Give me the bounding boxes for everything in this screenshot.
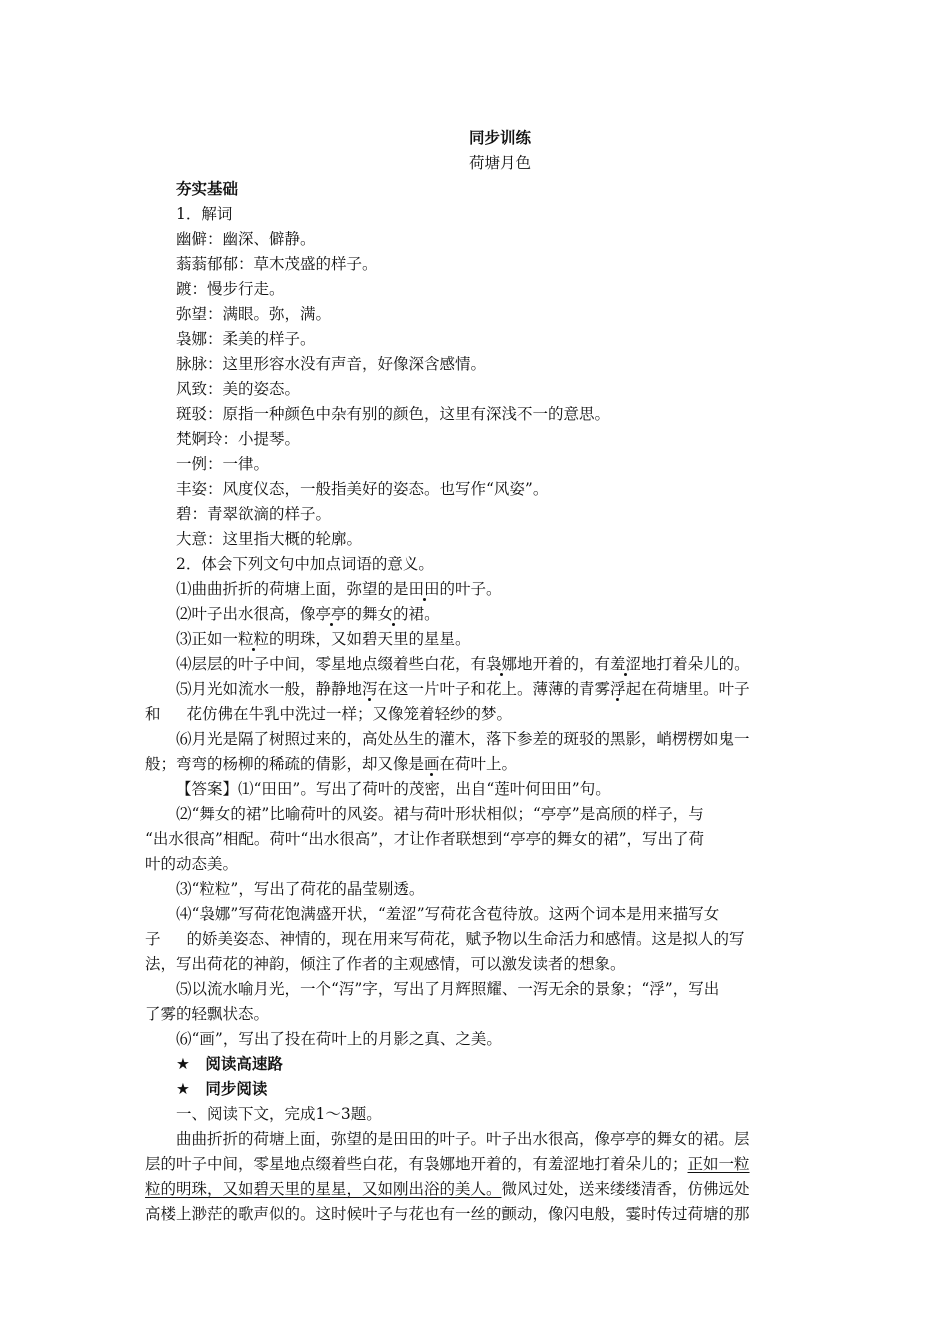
answer-line: ⑷“袅娜”写荷花饱满盛开状，“羞涩”写荷花含苞待放。这两个词本是用来描写女 bbox=[176, 905, 720, 923]
passage-line: 粒的明珠，又如碧天里的星星，又如刚出浴的美人。微风过处，送来缕缕清香，仿佛远处 bbox=[145, 1180, 750, 1198]
glossary-item: 碧：青翠欲滴的样子。 bbox=[176, 505, 332, 523]
answer-line: “出水很高”相配。荷叶“出水很高”，才让作者联想到“亭亭的舞女的裙”，写出了荷 bbox=[145, 830, 705, 848]
sentence-1: ⑴曲曲折折的荷塘上面，弥望的是田田的叶子。 bbox=[176, 580, 502, 598]
answer-line: ⑸以流水喻月光，一个“泻”字，写出了月辉照耀、一泻无余的景象；“浮”，写出 bbox=[176, 980, 720, 998]
glossary-item: 弥望：满眼。弥，满。 bbox=[176, 305, 332, 323]
answer-line: ⑶“粒粒”，写出了荷花的晶莹剔透。 bbox=[176, 880, 425, 898]
underlined-text: 粒的明珠，又如碧天里的星星，又如刚出浴的美人。 bbox=[145, 1180, 502, 1198]
dotted-word: 亭亭 bbox=[315, 605, 347, 623]
reading-instruction: 一、阅读下文，完成1～3题。 bbox=[176, 1105, 382, 1123]
answer-line: 叶的动态美。 bbox=[145, 855, 239, 873]
glossary-item: 丰姿：风度仪态，一般指美好的姿态。也写作“风姿”。 bbox=[176, 480, 549, 498]
dotted-word: 浮 bbox=[610, 680, 626, 698]
glossary-item: 袅娜：柔美的样子。 bbox=[176, 330, 316, 348]
sentence-4: ⑷层层的叶子中间，零星地点缀着些白花，有袅娜地开着的，有羞涩地打着朵儿的。 bbox=[176, 655, 750, 673]
underlined-text: 正如一粒 bbox=[687, 1155, 750, 1173]
glossary-item: 踱：慢步行走。 bbox=[176, 280, 285, 298]
glossary-item: 脉脉：这里形容水没有声音，好像深含感情。 bbox=[176, 355, 487, 373]
passage-line: 曲曲折折的荷塘上面，弥望的是田田的叶子。叶子出水很高，像亭亭的舞女的裙。层 bbox=[176, 1130, 750, 1148]
dotted-word: 舞女的裙 bbox=[362, 605, 425, 623]
answer-line: 了雾的轻飘状态。 bbox=[145, 1005, 270, 1023]
dotted-word: 田田 bbox=[408, 580, 440, 598]
glossary-item: 风致：美的姿态。 bbox=[176, 380, 301, 398]
glossary-item: 梵婀玲：小提琴。 bbox=[176, 430, 301, 448]
dotted-word: 粒粒 bbox=[238, 630, 270, 648]
answer-line: ⑵“舞女的裙”比喻荷叶的风姿。裙与荷叶形状相似；“亭亭”是高颀的样子，与 bbox=[176, 805, 704, 823]
dotted-word: 袅娜 bbox=[486, 655, 518, 673]
glossary-item: 斑驳：原指一种颜色中杂有别的颜色，这里有深浅不一的意思。 bbox=[176, 405, 611, 423]
sentence-3: ⑶正如一粒粒的明珠，又如碧天里的星星。 bbox=[176, 630, 471, 648]
question-1-label: 1．解词 bbox=[176, 205, 233, 223]
glossary-item: 一例：一律。 bbox=[176, 455, 270, 473]
glossary-item: 大意：这里指大概的轮廓。 bbox=[176, 530, 363, 548]
sentence-5-continued: 和 花仿佛在牛乳中洗过一样；又像笼着轻纱的梦。 bbox=[145, 705, 513, 723]
answer-line: 法，写出荷花的神韵，倾注了作者的主观感情，可以激发读者的想象。 bbox=[145, 955, 626, 973]
sentence-6: ⑹月光是隔了树照过来的，高处丛生的灌木，落下参差的斑驳的黑影，峭楞楞如鬼一 bbox=[176, 730, 750, 748]
answer-line: 【答案】⑴“田田”。写出了荷叶的茂密，出自“莲叶何田田”句。 bbox=[176, 780, 611, 798]
passage-line: 层的叶子中间，零星地点缀着些白花，有袅娜地开着的，有羞涩地打着朵儿的；正如一粒 bbox=[145, 1155, 750, 1173]
section-heading-basic: 夯实基础 bbox=[176, 180, 239, 198]
sentence-2: ⑵叶子出水很高，像亭亭的舞女的裙。 bbox=[176, 605, 440, 623]
section-heading-sync-reading: ★ 同步阅读 bbox=[176, 1080, 268, 1098]
sentence-5: ⑸月光如流水一般，静静地泻在这一片叶子和花上。薄薄的青雾浮起在荷塘里。叶子 bbox=[176, 680, 750, 698]
dotted-word: 羞涩 bbox=[610, 655, 642, 673]
page-title: 同步训练 bbox=[468, 129, 531, 147]
glossary-item: 幽僻：幽深、僻静。 bbox=[176, 230, 316, 248]
section-heading-reading: ★ 阅读高速路 bbox=[176, 1055, 283, 1073]
passage-line: 高楼上渺茫的歌声似的。这时候叶子与花也有一丝的颤动，像闪电般，霎时传过荷塘的那 bbox=[145, 1205, 750, 1223]
page-subtitle: 荷塘月色 bbox=[468, 154, 531, 172]
question-2-label: 2．体会下列文句中加点词语的意义。 bbox=[176, 555, 434, 573]
sentence-6-continued: 般；弯弯的杨柳的稀疏的倩影，却又像是画在荷叶上。 bbox=[145, 755, 518, 773]
answer-line: 子 的娇美姿态、神情的，现在用来写荷花，赋予物以生命活力和感情。这是拟人的写 bbox=[145, 930, 745, 948]
dotted-word: 泻 bbox=[362, 680, 378, 698]
dotted-word: 画 bbox=[424, 755, 440, 773]
answer-line: ⑹“画”，写出了投在荷叶上的月影之真、之美。 bbox=[176, 1030, 502, 1048]
glossary-item: 蓊蓊郁郁：草木茂盛的样子。 bbox=[176, 255, 378, 273]
